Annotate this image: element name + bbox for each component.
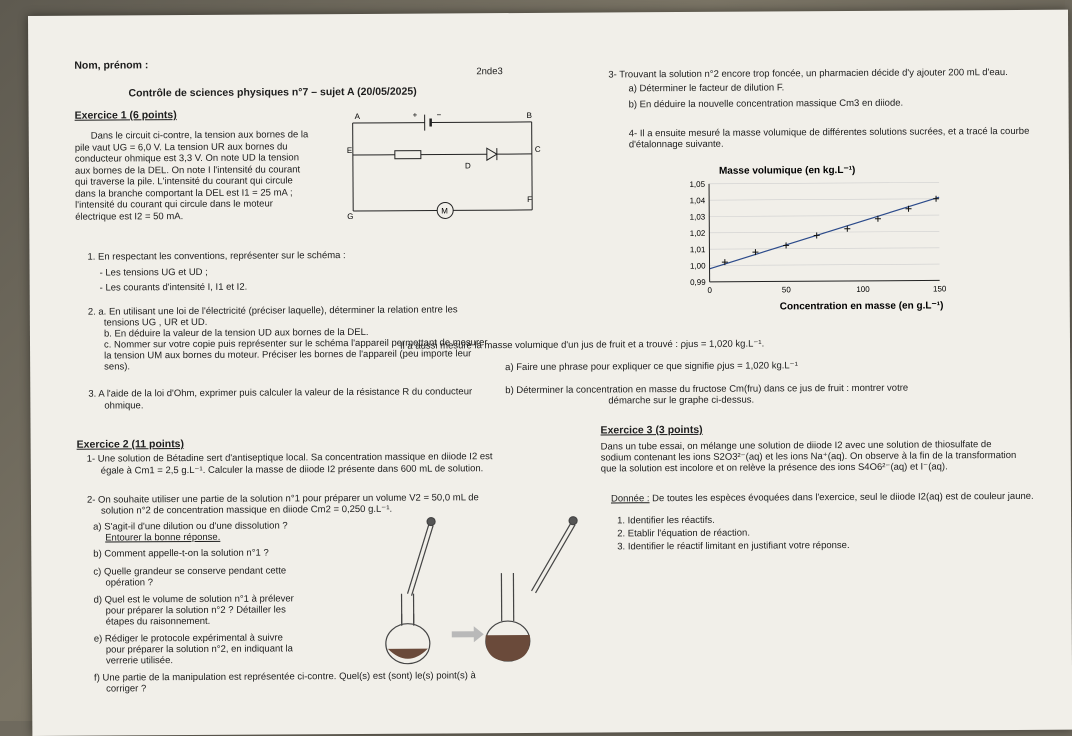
ex2-qe-line1: e) Rédiger le protocole expérimental à suivre bbox=[94, 633, 283, 645]
ex1-q2c-line2: la tension UM aux bornes du moteur. Préciser les bornes de l'appareil (peu importe leur bbox=[104, 349, 471, 362]
gridline bbox=[710, 264, 940, 265]
ex1-q1-a: - Les tensions UG et UD ; bbox=[100, 268, 208, 279]
fit-line bbox=[709, 197, 939, 269]
ex1-intro-line: électrique est I2 = 50 mA. bbox=[75, 210, 385, 223]
juice-density: Il a aussi mesuré la masse volumique d'un jus de fruit et a trouvé : ρjus = 1,020 kg.L⁻¹. bbox=[400, 340, 764, 353]
ex1-intro-line: Dans le circuit ci-contre, la tension aux bornes de la bbox=[75, 129, 385, 142]
ex1-q2a-line2: tensions UG , UR et UD. bbox=[104, 318, 208, 329]
ex2-qe-line3: verrerie utilisée. bbox=[106, 656, 173, 667]
ex2-qd-line3: étapes du raisonnement. bbox=[106, 617, 211, 628]
ex2-title: Exercice 2 (11 points) bbox=[77, 439, 184, 451]
ex3-text-line2: sodium contenant les ions S2O3²⁻(aq) et les ions Na⁺(aq). On observe à la fin de la transformation bbox=[601, 451, 1017, 464]
exam-title: Contrôle de sciences physiques n°7 – sujet A (20/05/2025) bbox=[128, 87, 416, 100]
name-label: Nom, prénom : bbox=[74, 60, 148, 72]
ex3-text-line1: Dans un tube essai, on mélange une solution de diiode I2 avec une solution de thiosulfate de bbox=[601, 440, 992, 453]
gridline bbox=[709, 248, 939, 249]
x-tick-label: 0 bbox=[707, 286, 712, 295]
x-tick-label: 100 bbox=[856, 285, 870, 294]
ex3-q3: 3. Identifier le réactif limitant en justifiant votre réponse. bbox=[617, 541, 849, 553]
juice-qb-line2: démarche sur le graphe ci-dessus. bbox=[608, 396, 754, 407]
ex2-q1-line2: égale à Cm1 = 2,5 g.L⁻¹. Calculer la masse de diiode I2 présente dans 600 mL de solution. bbox=[101, 464, 484, 477]
x-tick-label: 50 bbox=[782, 285, 792, 294]
ex2-qd-line1: d) Quel est le volume de solution n°1 à prélever bbox=[94, 594, 294, 606]
data-point bbox=[933, 196, 939, 202]
ex2-q3a: a) Déterminer le facteur de dilution F. bbox=[628, 83, 784, 94]
motor-symbol: M bbox=[441, 206, 448, 215]
juice-qa: a) Faire une phrase pour expliquer ce que signifie ρjus = 1,020 kg.L⁻¹ bbox=[505, 361, 798, 373]
circuit-label-minus: − bbox=[437, 110, 442, 119]
ex2-qa-line2: Entourer la bonne réponse. bbox=[105, 533, 220, 544]
ex1-q3-line2: ohmique. bbox=[104, 401, 143, 412]
ex1-q1: 1. En respectant les conventions, représenter sur le schéma : bbox=[87, 251, 345, 263]
ex2-q4-line2: d'étalonnage suivante. bbox=[629, 140, 724, 151]
ex1-intro-line: pile vaut UG = 6,0 V. La tension UR aux bornes du bbox=[75, 140, 385, 153]
gridline bbox=[709, 199, 939, 200]
ex3-q2: 2. Etablir l'équation de réaction. bbox=[617, 529, 750, 540]
y-tick-label: 1,02 bbox=[690, 229, 706, 238]
class-label: 2nde3 bbox=[476, 67, 502, 78]
y-tick-label: 1,03 bbox=[690, 213, 706, 222]
ex3-donnee-text: De toutes les espèces évoquées dans l'exercice, seul le diiode I2(aq) est de couleur jaune. bbox=[649, 491, 1033, 504]
ex1-q2c-line1: c. Nommer sur votre copie puis représenter sur le schéma l'appareil permettant de mesurer bbox=[104, 338, 488, 351]
ex2-q4-line1: 4- Il a ensuite mesuré la masse volumique de différentes solutions sucrées, et a tracé la courbe bbox=[629, 127, 1030, 140]
ex3-q1: 1. Identifier les réactifs. bbox=[617, 516, 715, 527]
y-tick-label: 1,00 bbox=[690, 262, 706, 271]
ex3-donnee-label: Donnée : bbox=[611, 493, 650, 504]
ex2-q3b: b) En déduire la nouvelle concentration massique Cm3 en diiode. bbox=[629, 99, 904, 111]
data-point bbox=[783, 242, 789, 248]
circuit-label-d: D bbox=[465, 161, 471, 170]
ex2-qd-line2: pour préparer la solution n°2 ? Détailler les bbox=[106, 605, 286, 617]
gridline bbox=[709, 182, 939, 183]
gridline bbox=[709, 215, 939, 216]
ex2-qc-line1: c) Quelle grandeur se conserve pendant cette bbox=[93, 566, 286, 578]
y-tick-label: 1,04 bbox=[690, 196, 706, 205]
ex2-q2-line1: 2- On souhaite utiliser une partie de la solution n°1 pour préparer un volume V2 = 50,0 mL de bbox=[87, 493, 479, 506]
ex2-qc-line2: opération ? bbox=[105, 578, 153, 589]
calibration-chart bbox=[669, 162, 970, 314]
ex1-intro-line: dans la branche comportant la DEL est I1 = 25 mA ; bbox=[75, 187, 385, 200]
ex1-q2b: b. En déduire la valeur de la tension UD aux bornes de la DEL. bbox=[104, 328, 369, 340]
ex3-donnee bbox=[611, 492, 1034, 505]
arrow-right-icon bbox=[452, 626, 484, 642]
ex1-title: Exercice 1 (6 points) bbox=[75, 110, 177, 122]
ex2-qb: b) Comment appelle-t-on la solution n°1 ? bbox=[93, 549, 268, 561]
chart-xlabel: Concentration en masse (en g.L⁻¹) bbox=[780, 300, 944, 312]
circuit-label-g: G bbox=[347, 212, 353, 221]
ex1-intro-line: l'intensité du courant qui circule dans le moteur bbox=[75, 198, 385, 211]
ex1-q3-line1: 3. A l'aide de la loi d'Ohm, exprimer puis calculer la valeur de la résistance R du conducteur bbox=[88, 387, 472, 400]
ex1-q1-b: - Les courants d'intensité I, I1 et I2. bbox=[100, 283, 248, 294]
data-point bbox=[814, 232, 820, 238]
y-tick-label: 0,99 bbox=[690, 278, 706, 287]
y-tick-label: 1,01 bbox=[690, 245, 706, 254]
ex2-qf-line2: corriger ? bbox=[106, 684, 146, 695]
ex2-q3: 3- Trouvant la solution n°2 encore trop foncée, un pharmacien décide d'y ajouter 200 mL d'eau. bbox=[608, 68, 1008, 81]
ex2-qa-line1: a) S'agit-il d'une dilution ou d'une dissolution ? bbox=[93, 521, 288, 533]
ex1-q2c-line3: sens). bbox=[104, 362, 130, 373]
ex2-q1-line1: 1- Une solution de Bétadine sert d'antiseptique local. Sa concentration massique en diiode I2 est bbox=[87, 452, 493, 465]
y-axis bbox=[709, 184, 710, 282]
circuit-label-f: F bbox=[527, 195, 532, 204]
ex3-text-line3: que la solution est incolore et on relève la présence des ions S4O6²⁻(aq) et I⁻(aq). bbox=[601, 462, 948, 475]
circuit-label-b: B bbox=[527, 111, 532, 120]
circuit-diagram bbox=[347, 108, 538, 221]
juice-qb-line1: b) Déterminer la concentration en masse du fructose Cm(fru) dans ce jus de fruit : montrer votre bbox=[505, 384, 908, 397]
circuit-label-e: E bbox=[347, 146, 352, 155]
glassware-illustration bbox=[351, 513, 592, 674]
ex1-intro-line: conducteur ohmique est 3,3 V. On note UD la tension bbox=[75, 152, 385, 165]
ex2-qe-line2: pour préparer la solution n°2, en indiquant la bbox=[106, 644, 293, 656]
circuit-label-c: C bbox=[535, 145, 541, 154]
ex1-intro-line: qui traverse la pile. L'intensité du courant qui circule bbox=[75, 175, 385, 188]
ex2-qf-line1: f) Une partie de la manipulation est représentée ci-contre. Quel(s) est (sont) le(s) point(s) à bbox=[94, 671, 476, 684]
ex1-intro-line: aux bornes de la DEL. On note I l'intensité du courant bbox=[75, 164, 385, 177]
x-axis bbox=[710, 280, 940, 281]
ex3-title: Exercice 3 (3 points) bbox=[601, 425, 703, 437]
x-tick-label: 150 bbox=[933, 284, 947, 293]
y-tick-label: 1,05 bbox=[689, 180, 705, 189]
ex1-intro bbox=[75, 129, 386, 224]
exam-sheet bbox=[28, 10, 1072, 736]
ex2-q2-line2: solution n°2 de concentration massique en diiode Cm2 = 0,250 g.L⁻¹. bbox=[101, 505, 392, 517]
ex1-q2a-line1: 2. a. En utilisant une loi de l'électricité (préciser laquelle), déterminer la relation entre les bbox=[88, 305, 458, 318]
circuit-label-a: A bbox=[355, 112, 361, 121]
chart-title: Masse volumique (en kg.L⁻¹) bbox=[719, 165, 855, 177]
circuit-label-plus: + bbox=[413, 111, 418, 120]
